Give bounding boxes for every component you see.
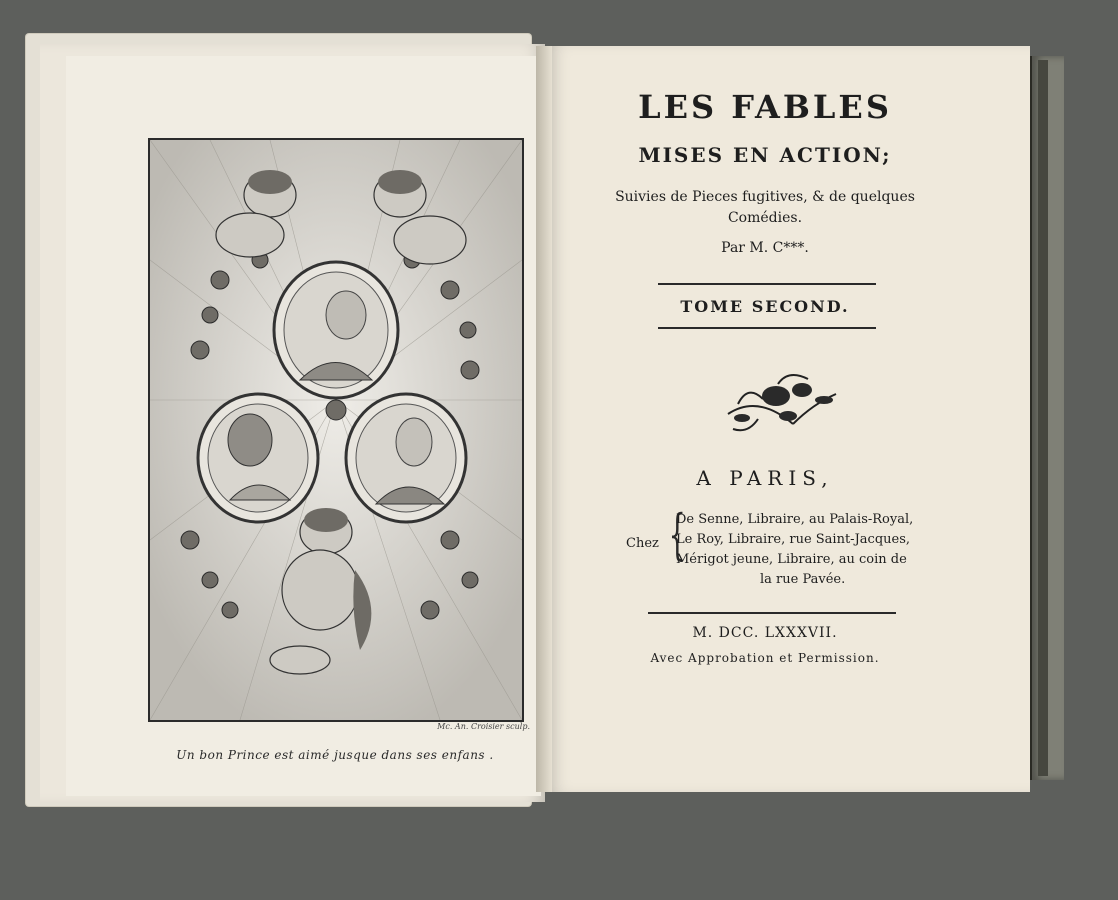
- page-block-edge: [1038, 60, 1048, 776]
- imprint-city: A PARIS,: [696, 466, 834, 490]
- floral-ornament: [718, 364, 844, 444]
- seller-2: Le Roy, Libraire, rue Saint-Jacques,: [676, 532, 911, 547]
- frontispiece-engraving: [148, 138, 524, 722]
- book-title-line-2: MISES EN ACTION;: [638, 143, 892, 167]
- engraving-illustration: [150, 140, 522, 720]
- subtitle-line-1: Suivies de Pieces fugitives, & de quelques: [615, 189, 915, 205]
- book-gutter: [536, 46, 552, 792]
- rule-bottom: [658, 327, 876, 329]
- rule-top: [658, 283, 876, 285]
- subtitle-line-2: Comédies.: [727, 210, 803, 226]
- approbation-line: Avec Approbation et Permission.: [650, 651, 880, 665]
- brace-glyph: {: [668, 503, 686, 566]
- engraver-credit: Mc. An. Croisier sculp.: [437, 722, 530, 731]
- seller-3: Mérigot jeune, Libraire, au coin de: [676, 552, 907, 567]
- rule-imprint: [648, 612, 896, 614]
- book-title: LES FABLES: [638, 88, 892, 126]
- chez-label: Chez: [626, 536, 659, 551]
- volume-label: TOME SECOND.: [680, 297, 850, 316]
- seller-3-cont: la rue Pavée.: [760, 572, 846, 587]
- author-line: Par M. C***.: [721, 240, 809, 256]
- frontispiece-caption: Un bon Prince est aimé jusque dans ses enfans .: [176, 748, 494, 762]
- publication-year: M. DCC. LXXXVII.: [692, 625, 838, 641]
- seller-1: De Senne, Libraire, au Palais-Royal,: [676, 512, 914, 527]
